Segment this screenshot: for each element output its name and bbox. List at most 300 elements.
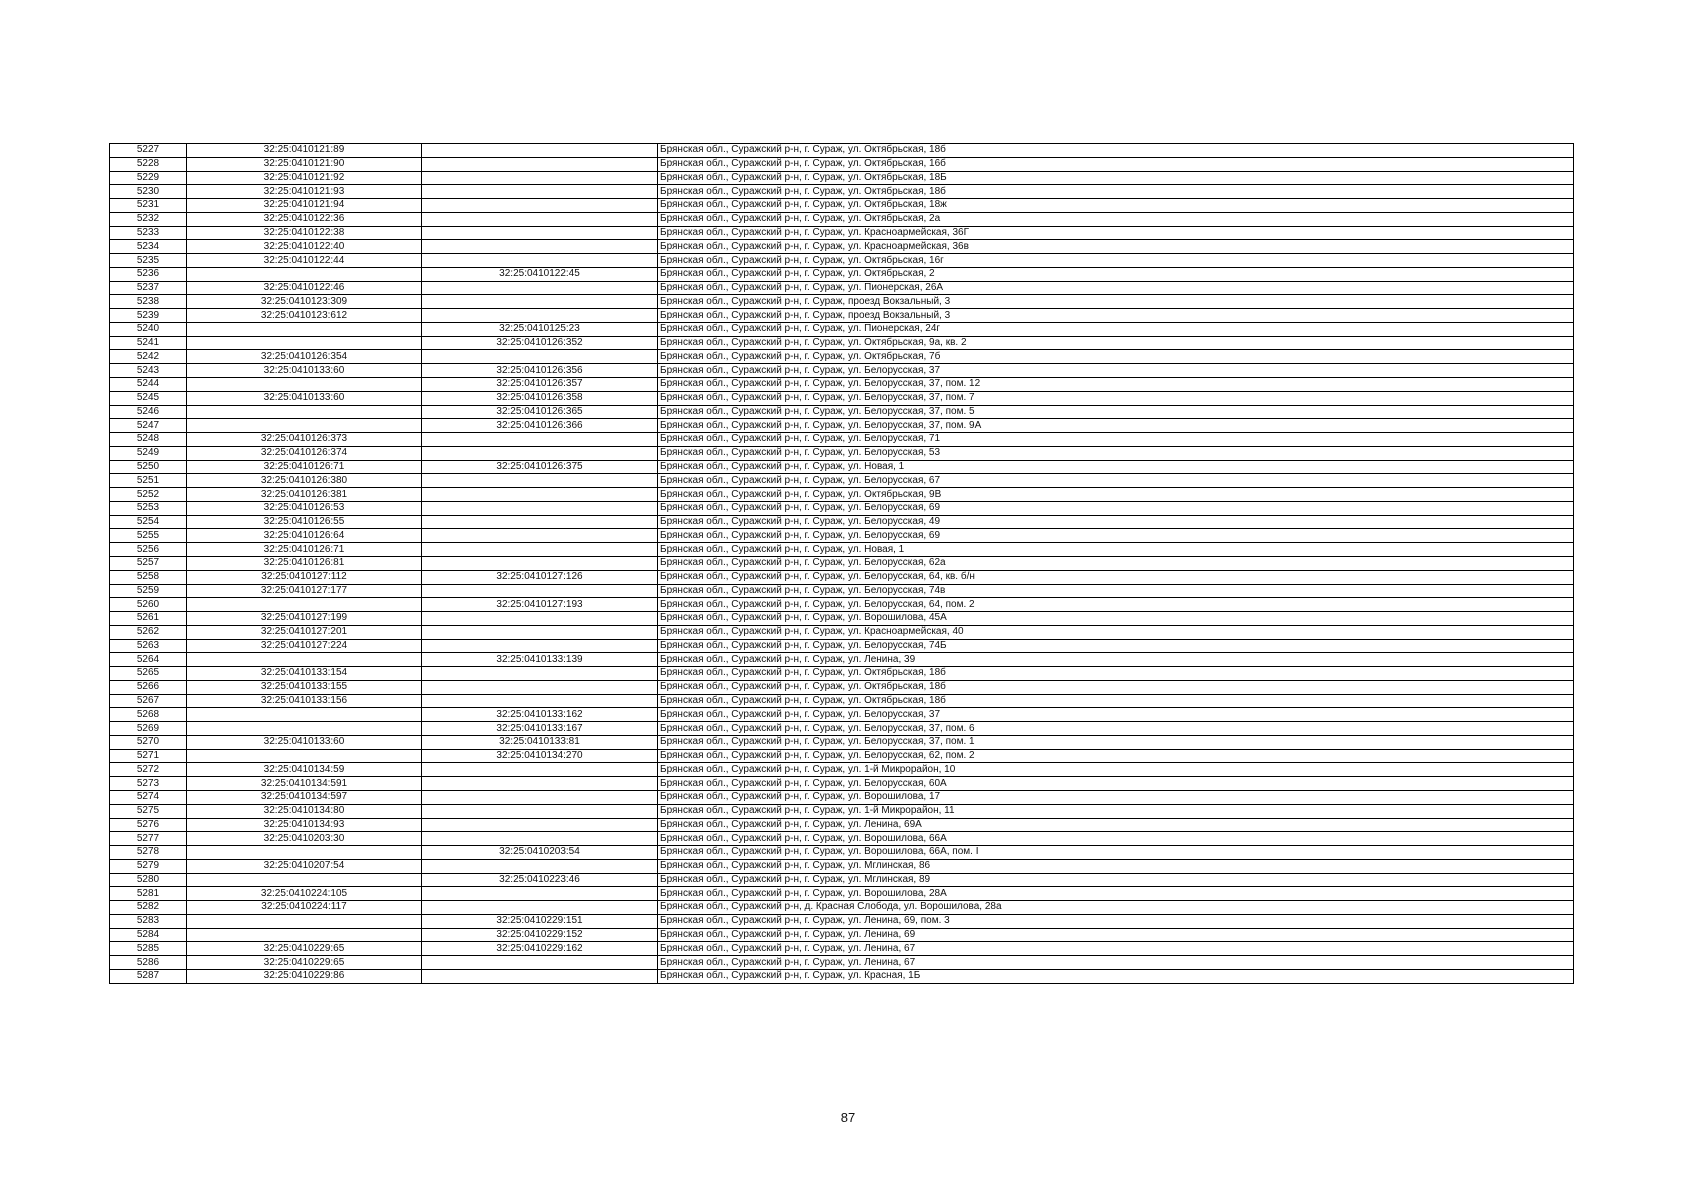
building-cadastral-number-cell: [422, 254, 658, 268]
row-number-cell: 5274: [110, 790, 187, 804]
building-cadastral-number-cell: [422, 639, 658, 653]
row-number-cell: 5235: [110, 254, 187, 268]
land-cadastral-number-cell: 32:25:0410229:65: [187, 942, 422, 956]
land-cadastral-number-cell: 32:25:0410127:224: [187, 639, 422, 653]
building-cadastral-number-cell: 32:25:0410127:193: [422, 598, 658, 612]
building-cadastral-number-cell: [422, 446, 658, 460]
row-number-cell: 5251: [110, 474, 187, 488]
registry-table: [109, 143, 1574, 984]
address-cell: Брянская обл., Суражский р-н, г. Сураж, ул. Белорусская, 60А: [658, 777, 1574, 791]
land-cadastral-number-cell: [187, 378, 422, 392]
address-cell: Брянская обл., Суражский р-н, г. Сураж, ул. Белорусская, 64, пом. 2: [658, 598, 1574, 612]
address-cell: Брянская обл., Суражский р-н, г. Сураж, ул. Октябрьская, 16г: [658, 254, 1574, 268]
address-cell: Брянская обл., Суражский р-н, г. Сураж, ул. Белорусская, 37, пом. 7: [658, 391, 1574, 405]
row-number-cell: 5243: [110, 364, 187, 378]
building-cadastral-number-cell: [422, 501, 658, 515]
address-cell: Брянская обл., Суражский р-н, г. Сураж, ул. Красная, 1Б: [658, 969, 1574, 983]
building-cadastral-number-cell: [422, 171, 658, 185]
table-row: [110, 735, 1574, 749]
table-row: [110, 901, 1574, 915]
building-cadastral-number-cell: 32:25:0410126:366: [422, 419, 658, 433]
address-cell: Брянская обл., Суражский р-н, г. Сураж, ул. Пионерская, 26А: [658, 281, 1574, 295]
building-cadastral-number-cell: [422, 969, 658, 983]
row-number-cell: 5267: [110, 694, 187, 708]
address-cell: Брянская обл., Суражский р-н, г. Сураж, ул. Ворошилова, 45А: [658, 612, 1574, 626]
row-number-cell: 5244: [110, 378, 187, 392]
row-number-cell: 5279: [110, 859, 187, 873]
land-cadastral-number-cell: 32:25:0410203:30: [187, 832, 422, 846]
land-cadastral-number-cell: 32:25:0410224:117: [187, 901, 422, 915]
land-cadastral-number-cell: 32:25:0410127:112: [187, 570, 422, 584]
row-number-cell: 5266: [110, 680, 187, 694]
building-cadastral-number-cell: 32:25:0410223:46: [422, 873, 658, 887]
row-number-cell: 5276: [110, 818, 187, 832]
address-cell: Брянская обл., Суражский р-н, г. Сураж, проезд Вокзальный, 3: [658, 309, 1574, 323]
address-cell: Брянская обл., Суражский р-н, г. Сураж, ул. 1-й Микрорайон, 10: [658, 763, 1574, 777]
land-cadastral-number-cell: 32:25:0410123:612: [187, 309, 422, 323]
row-number-cell: 5269: [110, 722, 187, 736]
row-number-cell: 5245: [110, 391, 187, 405]
address-cell: Брянская обл., Суражский р-н, г. Сураж, ул. Белорусская, 37: [658, 364, 1574, 378]
address-cell: Брянская обл., Суражский р-н, г. Сураж, ул. Октябрьская, 18б: [658, 694, 1574, 708]
table-row: [110, 267, 1574, 281]
address-cell: Брянская обл., Суражский р-н, г. Сураж, ул. Ленина, 69, пом. 3: [658, 914, 1574, 928]
land-cadastral-number-cell: 32:25:0410126:71: [187, 543, 422, 557]
table-row: [110, 625, 1574, 639]
row-number-cell: 5229: [110, 171, 187, 185]
row-number-cell: 5241: [110, 336, 187, 350]
table-row: [110, 240, 1574, 254]
address-cell: Брянская обл., Суражский р-н, г. Сураж, ул. Белорусская, 37: [658, 708, 1574, 722]
address-cell: Брянская обл., Суражский р-н, г. Сураж, ул. Красноармейская, 36Г: [658, 226, 1574, 240]
address-cell: Брянская обл., Суражский р-н, г. Сураж, ул. Октябрьская, 18б: [658, 185, 1574, 199]
building-cadastral-number-cell: [422, 488, 658, 502]
table-row: [110, 612, 1574, 626]
building-cadastral-number-cell: [422, 309, 658, 323]
building-cadastral-number-cell: 32:25:0410125:23: [422, 322, 658, 336]
land-cadastral-number-cell: 32:25:0410126:55: [187, 515, 422, 529]
row-number-cell: 5236: [110, 267, 187, 281]
building-cadastral-number-cell: [422, 625, 658, 639]
land-cadastral-number-cell: 32:25:0410229:65: [187, 956, 422, 970]
address-cell: Брянская обл., Суражский р-н, г. Сураж, ул. Белорусская, 62, пом. 2: [658, 749, 1574, 763]
row-number-cell: 5261: [110, 612, 187, 626]
land-cadastral-number-cell: 32:25:0410126:71: [187, 460, 422, 474]
address-cell: Брянская обл., Суражский р-н, г. Сураж, ул. Белорусская, 69: [658, 529, 1574, 543]
building-cadastral-number-cell: [422, 199, 658, 213]
table-row: [110, 804, 1574, 818]
address-cell: Брянская обл., Суражский р-н, г. Сураж, ул. Новая, 1: [658, 460, 1574, 474]
building-cadastral-number-cell: [422, 515, 658, 529]
building-cadastral-number-cell: 32:25:0410133:167: [422, 722, 658, 736]
address-cell: Брянская обл., Суражский р-н, г. Сураж, ул. Ленина, 69А: [658, 818, 1574, 832]
land-cadastral-number-cell: 32:25:0410133:60: [187, 391, 422, 405]
building-cadastral-number-cell: [422, 157, 658, 171]
table-row: [110, 405, 1574, 419]
land-cadastral-number-cell: 32:25:0410126:53: [187, 501, 422, 515]
building-cadastral-number-cell: [422, 433, 658, 447]
building-cadastral-number-cell: [422, 185, 658, 199]
row-number-cell: 5265: [110, 667, 187, 681]
row-number-cell: 5249: [110, 446, 187, 460]
land-cadastral-number-cell: 32:25:0410134:597: [187, 790, 422, 804]
land-cadastral-number-cell: 32:25:0410122:40: [187, 240, 422, 254]
table-row: [110, 722, 1574, 736]
address-cell: Брянская обл., Суражский р-н, г. Сураж, проезд Вокзальный, 3: [658, 295, 1574, 309]
land-cadastral-number-cell: [187, 722, 422, 736]
building-cadastral-number-cell: [422, 584, 658, 598]
table-row: [110, 212, 1574, 226]
table-row: [110, 378, 1574, 392]
building-cadastral-number-cell: [422, 281, 658, 295]
land-cadastral-number-cell: [187, 846, 422, 860]
land-cadastral-number-cell: [187, 267, 422, 281]
land-cadastral-number-cell: [187, 914, 422, 928]
table-row: [110, 515, 1574, 529]
address-cell: Брянская обл., Суражский р-н, г. Сураж, ул. Ворошилова, 66А: [658, 832, 1574, 846]
table-row: [110, 763, 1574, 777]
land-cadastral-number-cell: [187, 873, 422, 887]
table-row: [110, 680, 1574, 694]
row-number-cell: 5231: [110, 199, 187, 213]
table-row: [110, 790, 1574, 804]
land-cadastral-number-cell: 32:25:0410133:60: [187, 735, 422, 749]
table-row: [110, 419, 1574, 433]
table-row: [110, 556, 1574, 570]
building-cadastral-number-cell: 32:25:0410133:81: [422, 735, 658, 749]
building-cadastral-number-cell: [422, 295, 658, 309]
building-cadastral-number-cell: [422, 777, 658, 791]
land-cadastral-number-cell: 32:25:0410134:80: [187, 804, 422, 818]
land-cadastral-number-cell: 32:25:0410134:93: [187, 818, 422, 832]
building-cadastral-number-cell: [422, 818, 658, 832]
table-row: [110, 199, 1574, 213]
address-cell: Брянская обл., Суражский р-н, г. Сураж, ул. Ленина, 39: [658, 653, 1574, 667]
row-number-cell: 5254: [110, 515, 187, 529]
page-number: 87: [840, 1110, 856, 1125]
land-cadastral-number-cell: 32:25:0410207:54: [187, 859, 422, 873]
row-number-cell: 5227: [110, 144, 187, 158]
table-row: [110, 350, 1574, 364]
land-cadastral-number-cell: 32:25:0410121:89: [187, 144, 422, 158]
land-cadastral-number-cell: 32:25:0410127:201: [187, 625, 422, 639]
table-row: [110, 144, 1574, 158]
building-cadastral-number-cell: [422, 680, 658, 694]
table-row: [110, 859, 1574, 873]
land-cadastral-number-cell: 32:25:0410134:591: [187, 777, 422, 791]
row-number-cell: 5262: [110, 625, 187, 639]
address-cell: Брянская обл., Суражский р-н, г. Сураж, ул. Октябрьская, 16б: [658, 157, 1574, 171]
address-cell: Брянская обл., Суражский р-н, г. Сураж, ул. Белорусская, 37, пом. 12: [658, 378, 1574, 392]
table-row: [110, 446, 1574, 460]
building-cadastral-number-cell: 32:25:0410126:357: [422, 378, 658, 392]
land-cadastral-number-cell: 32:25:0410126:380: [187, 474, 422, 488]
address-cell: Брянская обл., Суражский р-н, г. Сураж, ул. Октябрьская, 18б: [658, 144, 1574, 158]
building-cadastral-number-cell: [422, 832, 658, 846]
building-cadastral-number-cell: [422, 694, 658, 708]
land-cadastral-number-cell: 32:25:0410126:373: [187, 433, 422, 447]
row-number-cell: 5242: [110, 350, 187, 364]
address-cell: Брянская обл., Суражский р-н, г. Сураж, ул. Ленина, 67: [658, 956, 1574, 970]
building-cadastral-number-cell: 32:25:0410122:45: [422, 267, 658, 281]
table-row: [110, 309, 1574, 323]
land-cadastral-number-cell: 32:25:0410133:155: [187, 680, 422, 694]
registry-table-body: [110, 144, 1574, 984]
building-cadastral-number-cell: 32:25:0410126:375: [422, 460, 658, 474]
table-row: [110, 639, 1574, 653]
row-number-cell: 5248: [110, 433, 187, 447]
row-number-cell: 5237: [110, 281, 187, 295]
table-row: [110, 887, 1574, 901]
land-cadastral-number-cell: [187, 928, 422, 942]
row-number-cell: 5284: [110, 928, 187, 942]
land-cadastral-number-cell: 32:25:0410122:44: [187, 254, 422, 268]
building-cadastral-number-cell: [422, 556, 658, 570]
row-number-cell: 5271: [110, 749, 187, 763]
table-row: [110, 777, 1574, 791]
land-cadastral-number-cell: 32:25:0410229:86: [187, 969, 422, 983]
land-cadastral-number-cell: 32:25:0410122:36: [187, 212, 422, 226]
address-cell: Брянская обл., Суражский р-н, г. Сураж, ул. Белорусская, 74в: [658, 584, 1574, 598]
land-cadastral-number-cell: 32:25:0410123:309: [187, 295, 422, 309]
land-cadastral-number-cell: 32:25:0410127:199: [187, 612, 422, 626]
row-number-cell: 5240: [110, 322, 187, 336]
address-cell: Брянская обл., Суражский р-н, г. Сураж, ул. Белорусская, 64, кв. б/н: [658, 570, 1574, 584]
land-cadastral-number-cell: 32:25:0410121:93: [187, 185, 422, 199]
table-row: [110, 708, 1574, 722]
address-cell: Брянская обл., Суражский р-н, г. Сураж, ул. Белорусская, 67: [658, 474, 1574, 488]
building-cadastral-number-cell: [422, 350, 658, 364]
address-cell: Брянская обл., Суражский р-н, г. Сураж, ул. Белорусская, 37, пом. 6: [658, 722, 1574, 736]
row-number-cell: 5272: [110, 763, 187, 777]
address-cell: Брянская обл., Суражский р-н, г. Сураж, ул. Октябрьская, 18б: [658, 667, 1574, 681]
building-cadastral-number-cell: [422, 956, 658, 970]
row-number-cell: 5285: [110, 942, 187, 956]
row-number-cell: 5286: [110, 956, 187, 970]
building-cadastral-number-cell: 32:25:0410133:139: [422, 653, 658, 667]
table-row: [110, 433, 1574, 447]
row-number-cell: 5257: [110, 556, 187, 570]
land-cadastral-number-cell: 32:25:0410133:60: [187, 364, 422, 378]
building-cadastral-number-cell: 32:25:0410229:151: [422, 914, 658, 928]
address-cell: Брянская обл., Суражский р-н, г. Сураж, ул. 1-й Микрорайон, 11: [658, 804, 1574, 818]
table-row: [110, 667, 1574, 681]
address-cell: Брянская обл., Суражский р-н, г. Сураж, ул. Октябрьская, 9В: [658, 488, 1574, 502]
address-cell: Брянская обл., Суражский р-н, г. Сураж, ул. Ворошилова, 28А: [658, 887, 1574, 901]
address-cell: Брянская обл., Суражский р-н, г. Сураж, ул. Красноармейская, 40: [658, 625, 1574, 639]
address-cell: Брянская обл., Суражский р-н, г. Сураж, ул. Мглинская, 89: [658, 873, 1574, 887]
table-row: [110, 694, 1574, 708]
table-row: [110, 969, 1574, 983]
table-row: [110, 254, 1574, 268]
row-number-cell: 5278: [110, 846, 187, 860]
address-cell: Брянская обл., Суражский р-н, г. Сураж, ул. Пионерская, 24г: [658, 322, 1574, 336]
land-cadastral-number-cell: [187, 749, 422, 763]
table-row: [110, 474, 1574, 488]
land-cadastral-number-cell: 32:25:0410126:354: [187, 350, 422, 364]
table-row: [110, 391, 1574, 405]
table-row: [110, 295, 1574, 309]
building-cadastral-number-cell: [422, 543, 658, 557]
address-cell: Брянская обл., Суражский р-н, г. Сураж, ул. Октябрьская, 2а: [658, 212, 1574, 226]
land-cadastral-number-cell: 32:25:0410121:90: [187, 157, 422, 171]
land-cadastral-number-cell: 32:25:0410126:81: [187, 556, 422, 570]
land-cadastral-number-cell: 32:25:0410122:38: [187, 226, 422, 240]
row-number-cell: 5250: [110, 460, 187, 474]
land-cadastral-number-cell: [187, 419, 422, 433]
building-cadastral-number-cell: [422, 226, 658, 240]
table-row: [110, 653, 1574, 667]
table-row: [110, 171, 1574, 185]
land-cadastral-number-cell: 32:25:0410127:177: [187, 584, 422, 598]
land-cadastral-number-cell: 32:25:0410133:156: [187, 694, 422, 708]
row-number-cell: 5259: [110, 584, 187, 598]
building-cadastral-number-cell: [422, 529, 658, 543]
table-row: [110, 529, 1574, 543]
table-row: [110, 543, 1574, 557]
address-cell: Брянская обл., Суражский р-н, г. Сураж, ул. Ленина, 67: [658, 942, 1574, 956]
table-row: [110, 364, 1574, 378]
address-cell: Брянская обл., Суражский р-н, г. Сураж, ул. Белорусская, 37, пом. 5: [658, 405, 1574, 419]
address-cell: Брянская обл., Суражский р-н, г. Сураж, ул. Октябрьская, 18б: [658, 680, 1574, 694]
land-cadastral-number-cell: [187, 598, 422, 612]
table-row: [110, 281, 1574, 295]
table-row: [110, 749, 1574, 763]
address-cell: Брянская обл., Суражский р-н, г. Сураж, ул. Белорусская, 49: [658, 515, 1574, 529]
building-cadastral-number-cell: [422, 901, 658, 915]
row-number-cell: 5255: [110, 529, 187, 543]
table-row: [110, 570, 1574, 584]
land-cadastral-number-cell: 32:25:0410133:154: [187, 667, 422, 681]
row-number-cell: 5263: [110, 639, 187, 653]
table-row: [110, 501, 1574, 515]
row-number-cell: 5281: [110, 887, 187, 901]
building-cadastral-number-cell: [422, 667, 658, 681]
building-cadastral-number-cell: [422, 804, 658, 818]
row-number-cell: 5253: [110, 501, 187, 515]
row-number-cell: 5270: [110, 735, 187, 749]
building-cadastral-number-cell: [422, 212, 658, 226]
building-cadastral-number-cell: 32:25:0410134:270: [422, 749, 658, 763]
address-cell: Брянская обл., Суражский р-н, г. Сураж, ул. Октябрьская, 18Б: [658, 171, 1574, 185]
row-number-cell: 5238: [110, 295, 187, 309]
land-cadastral-number-cell: [187, 708, 422, 722]
land-cadastral-number-cell: 32:25:0410134:59: [187, 763, 422, 777]
table-row: [110, 460, 1574, 474]
table-row: [110, 832, 1574, 846]
address-cell: Брянская обл., Суражский р-н, г. Сураж, ул. Ворошилова, 17: [658, 790, 1574, 804]
address-cell: Брянская обл., Суражский р-н, г. Сураж, ул. Мглинская, 86: [658, 859, 1574, 873]
land-cadastral-number-cell: [187, 653, 422, 667]
address-cell: Брянская обл., Суражский р-н, г. Сураж, ул. Красноармейская, 36в: [658, 240, 1574, 254]
table-row: [110, 488, 1574, 502]
address-cell: Брянская обл., Суражский р-н, г. Сураж, ул. Белорусская, 74Б: [658, 639, 1574, 653]
building-cadastral-number-cell: [422, 859, 658, 873]
row-number-cell: 5256: [110, 543, 187, 557]
land-cadastral-number-cell: [187, 405, 422, 419]
building-cadastral-number-cell: 32:25:0410203:54: [422, 846, 658, 860]
building-cadastral-number-cell: [422, 612, 658, 626]
table-row: [110, 322, 1574, 336]
row-number-cell: 5273: [110, 777, 187, 791]
table-row: [110, 584, 1574, 598]
address-cell: Брянская обл., Суражский р-н, г. Сураж, ул. Белорусская, 62а: [658, 556, 1574, 570]
building-cadastral-number-cell: 32:25:0410126:365: [422, 405, 658, 419]
row-number-cell: 5247: [110, 419, 187, 433]
row-number-cell: 5275: [110, 804, 187, 818]
table-row: [110, 157, 1574, 171]
row-number-cell: 5252: [110, 488, 187, 502]
address-cell: Брянская обл., Суражский р-н, г. Сураж, ул. Новая, 1: [658, 543, 1574, 557]
building-cadastral-number-cell: [422, 144, 658, 158]
building-cadastral-number-cell: [422, 240, 658, 254]
land-cadastral-number-cell: 32:25:0410122:46: [187, 281, 422, 295]
row-number-cell: 5280: [110, 873, 187, 887]
row-number-cell: 5228: [110, 157, 187, 171]
building-cadastral-number-cell: [422, 763, 658, 777]
building-cadastral-number-cell: 32:25:0410126:356: [422, 364, 658, 378]
building-cadastral-number-cell: [422, 474, 658, 488]
address-cell: Брянская обл., Суражский р-н, г. Сураж, ул. Белорусская, 71: [658, 433, 1574, 447]
address-cell: Брянская обл., Суражский р-н, г. Сураж, ул. Белорусская, 37, пом. 1: [658, 735, 1574, 749]
building-cadastral-number-cell: 32:25:0410126:352: [422, 336, 658, 350]
table-row: [110, 942, 1574, 956]
row-number-cell: 5287: [110, 969, 187, 983]
table-row: [110, 336, 1574, 350]
address-cell: Брянская обл., Суражский р-н, г. Сураж, ул. Октябрьская, 7б: [658, 350, 1574, 364]
row-number-cell: 5233: [110, 226, 187, 240]
building-cadastral-number-cell: 32:25:0410229:152: [422, 928, 658, 942]
address-cell: Брянская обл., Суражский р-н, г. Сураж, ул. Белорусская, 37, пом. 9А: [658, 419, 1574, 433]
land-cadastral-number-cell: [187, 322, 422, 336]
address-cell: Брянская обл., Суражский р-н, г. Сураж, ул. Ленина, 69: [658, 928, 1574, 942]
address-cell: Брянская обл., Суражский р-н, г. Сураж, ул. Белорусская, 53: [658, 446, 1574, 460]
land-cadastral-number-cell: 32:25:0410121:94: [187, 199, 422, 213]
row-number-cell: 5277: [110, 832, 187, 846]
row-number-cell: 5230: [110, 185, 187, 199]
table-row: [110, 914, 1574, 928]
address-cell: Брянская обл., Суражский р-н, д. Красная Слобода, ул. Ворошилова, 28а: [658, 901, 1574, 915]
row-number-cell: 5264: [110, 653, 187, 667]
building-cadastral-number-cell: [422, 887, 658, 901]
table-row: [110, 928, 1574, 942]
row-number-cell: 5282: [110, 901, 187, 915]
address-cell: Брянская обл., Суражский р-н, г. Сураж, ул. Октябрьская, 9а, кв. 2: [658, 336, 1574, 350]
row-number-cell: 5232: [110, 212, 187, 226]
row-number-cell: 5283: [110, 914, 187, 928]
row-number-cell: 5234: [110, 240, 187, 254]
land-cadastral-number-cell: 32:25:0410126:374: [187, 446, 422, 460]
row-number-cell: 5268: [110, 708, 187, 722]
table-row: [110, 598, 1574, 612]
address-cell: Брянская обл., Суражский р-н, г. Сураж, ул. Белорусская, 69: [658, 501, 1574, 515]
land-cadastral-number-cell: 32:25:0410126:381: [187, 488, 422, 502]
building-cadastral-number-cell: 32:25:0410229:162: [422, 942, 658, 956]
address-cell: Брянская обл., Суражский р-н, г. Сураж, ул. Ворошилова, 66А, пом. I: [658, 846, 1574, 860]
building-cadastral-number-cell: 32:25:0410133:162: [422, 708, 658, 722]
building-cadastral-number-cell: [422, 790, 658, 804]
table-row: [110, 846, 1574, 860]
table-row: [110, 818, 1574, 832]
row-number-cell: 5260: [110, 598, 187, 612]
building-cadastral-number-cell: 32:25:0410127:126: [422, 570, 658, 584]
land-cadastral-number-cell: [187, 336, 422, 350]
table-row: [110, 873, 1574, 887]
land-cadastral-number-cell: 32:25:0410224:105: [187, 887, 422, 901]
table-row: [110, 956, 1574, 970]
land-cadastral-number-cell: 32:25:0410126:64: [187, 529, 422, 543]
address-cell: Брянская обл., Суражский р-н, г. Сураж, ул. Октябрьская, 2: [658, 267, 1574, 281]
